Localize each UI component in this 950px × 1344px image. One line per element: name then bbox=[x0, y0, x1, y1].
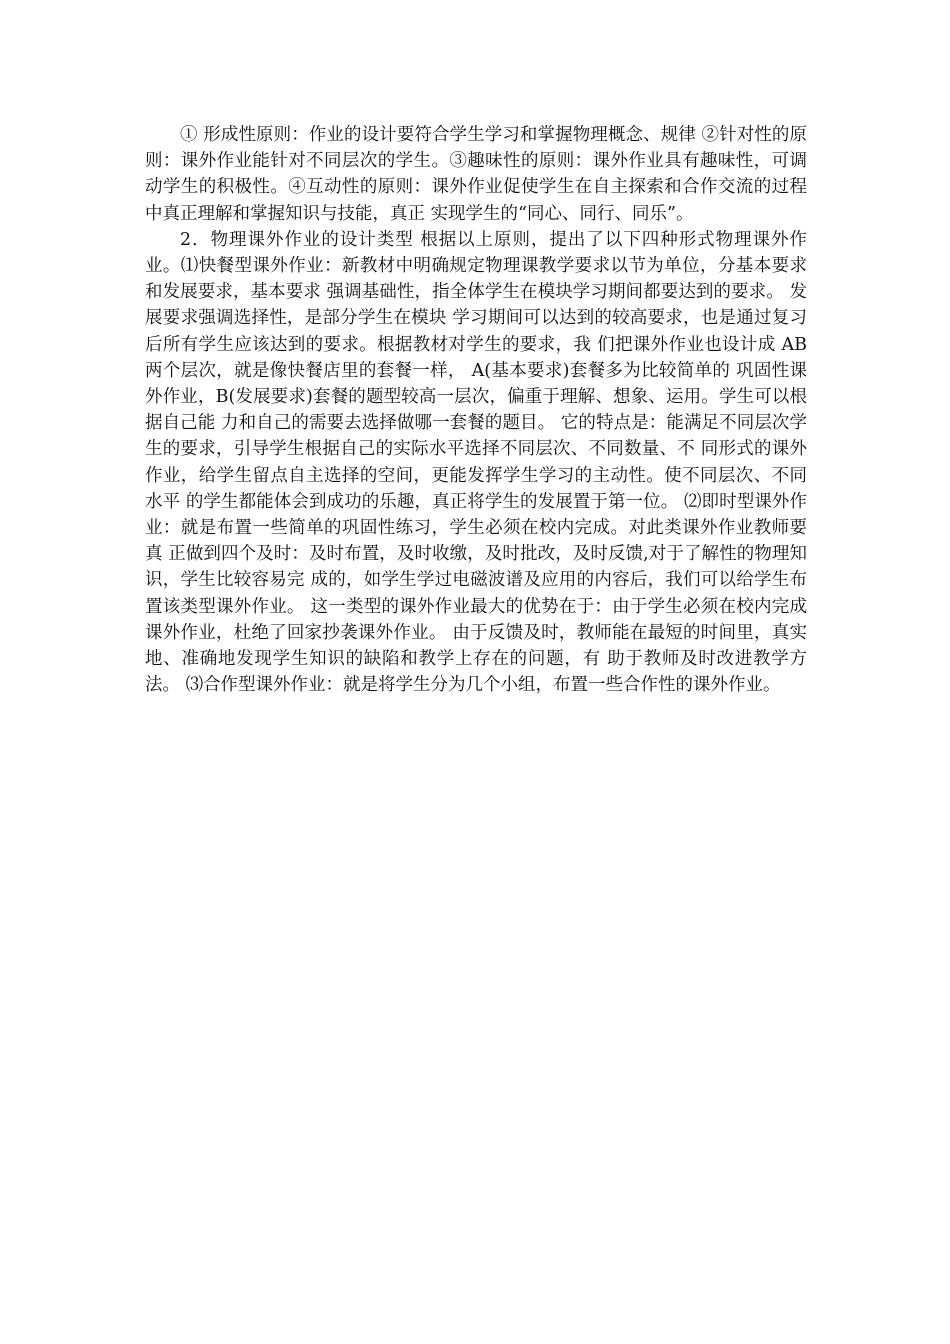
document-body bbox=[145, 122, 807, 698]
paragraph-homework-types: 2．物理课外作业的设计类型 根据以上原则，提出了以下四种形式物理课外作业。⑴快餐型课外作业：新教材中明确规定物理课教学要求以节为单位，分基本要求和发展要求，基本要求 强调基础性，指全体学生在模块学习期间都要达到的要求。 发展要求强调选择性，是部分学生在模块 学习期间可以达到的较高要求，也是通过复习后所有学生应该达到的要求。根据教材对学生的要求，我 们把课外作业也设计成 AB 两个层次，就是像快餐店里的套餐一样， A(基本要求)套餐多为比较简单的 巩固性课外作业，B(发展要求)套餐的题型较高一层次，偏重于理解、想象、运用。学生可以根据自己能 力和自己的需要去选择做哪一套餐的题目。 它的特点是：能满足不同层次学生的要求，引导学生根据自己的实际水平选择不同层次、不同数量、不 同形式的课外作业，给学生留点自主选择的空间，更能发挥学生学习的主动性。使不同层次、不同水平 的学生都能体会到成功的乐趣，真正将学生的发展置于第一位。 ⑵即时型课外作业：就是布置一些简单的巩固性练习，学生必须在校内完成。对此类课外作业教师要真 正做到四个及时：及时布置，及时收缴，及时批改，及时反馈,对于了解性的物理知识，学生比较容易完 成的，如学生学过电磁波谱及应用的内容后，我们可以给学生布置该类型课外作业。 这一类型的课外作业最大的优势在于：由于学生必须在校内完成课外作业，杜绝了回家抄袭课外作业。 由于反馈及时，教师能在最短的时间里，真实地、准确地发现学生知识的缺陷和教学上存在的问题，有 助于教师及时改进教学方法。 ⑶合作型课外作业：就是将学生分为几个小组，布置一些合作性的课外作业。 bbox=[145, 229, 807, 696]
paragraph-principles: ① 形成性原则：作业的设计要符合学生学习和掌握物理概念、规律 ②针对性的原则：课外作业能针对不同层次的学生。③趣味性的原则：课外作业具有趣味性，可调动学生的积极性。④互动性的原则：课外作业促使学生在自主探索和合作交流的过程中真正理解和掌握知识与技能，真正 实现学生的“同心、同行、同乐”。 bbox=[145, 125, 807, 224]
